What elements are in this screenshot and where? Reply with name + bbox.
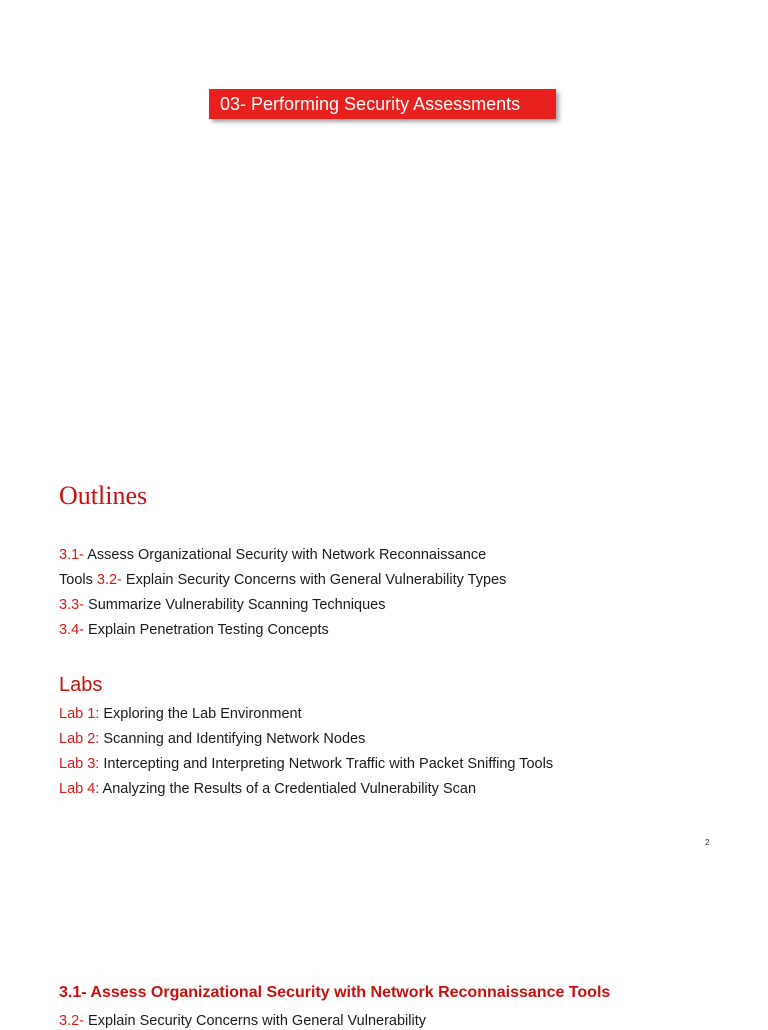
outline-text: Summarize Vulnerability Scanning Techniques [84,597,386,613]
page-number: 2 [705,838,710,847]
outline-number: 3.3- [59,597,84,613]
outline-text: Explain Penetration Testing Concepts [84,622,329,638]
outline-item-3-2 [59,571,506,589]
lab-number: Lab 4: [59,781,100,797]
lab-text: Exploring the Lab Environment [99,706,302,722]
outline-text: Explain Security Concerns with General Vulnerability [84,1013,426,1029]
lab-text: Analyzing the Results of a Credentialed Vulnerability Scan [99,781,477,797]
next-page-outline-item [59,1012,426,1030]
lab-item-4 [59,780,476,798]
lab-number: Lab 2: [59,731,100,747]
lab-item-1 [59,705,302,723]
document-title-banner: 03- Performing Security Assessments [209,89,556,119]
lab-number: Lab 1: [59,706,100,722]
outline-prefix: Tools [59,572,97,588]
outline-number: 3.1- [59,547,84,563]
lab-item-3 [59,755,553,773]
lab-text: Intercepting and Interpreting Network Traffic with Packet Sniffing Tools [99,756,554,772]
outline-text: Explain Security Concerns with General Vulnerability Types [121,572,507,588]
lab-number: Lab 3: [59,756,100,772]
outline-text: Assess Organizational Security with Network Reconnaissance [84,547,487,563]
lab-text: Scanning and Identifying Network Nodes [99,731,366,747]
outlines-heading: Outlines [59,481,148,510]
outline-number: 3.2- [96,572,122,588]
section-heading: 3.1- Assess Organizational Security with Network Reconnaissance Tools [59,984,611,1001]
labs-heading: Labs [59,674,103,696]
outline-item-3-4 [59,621,329,639]
outline-item-3-1 [59,546,486,564]
outline-item-3-3 [59,596,385,614]
outline-number: 3.2- [59,1013,84,1029]
outline-number: 3.4- [59,622,84,638]
lab-item-2 [59,730,365,748]
